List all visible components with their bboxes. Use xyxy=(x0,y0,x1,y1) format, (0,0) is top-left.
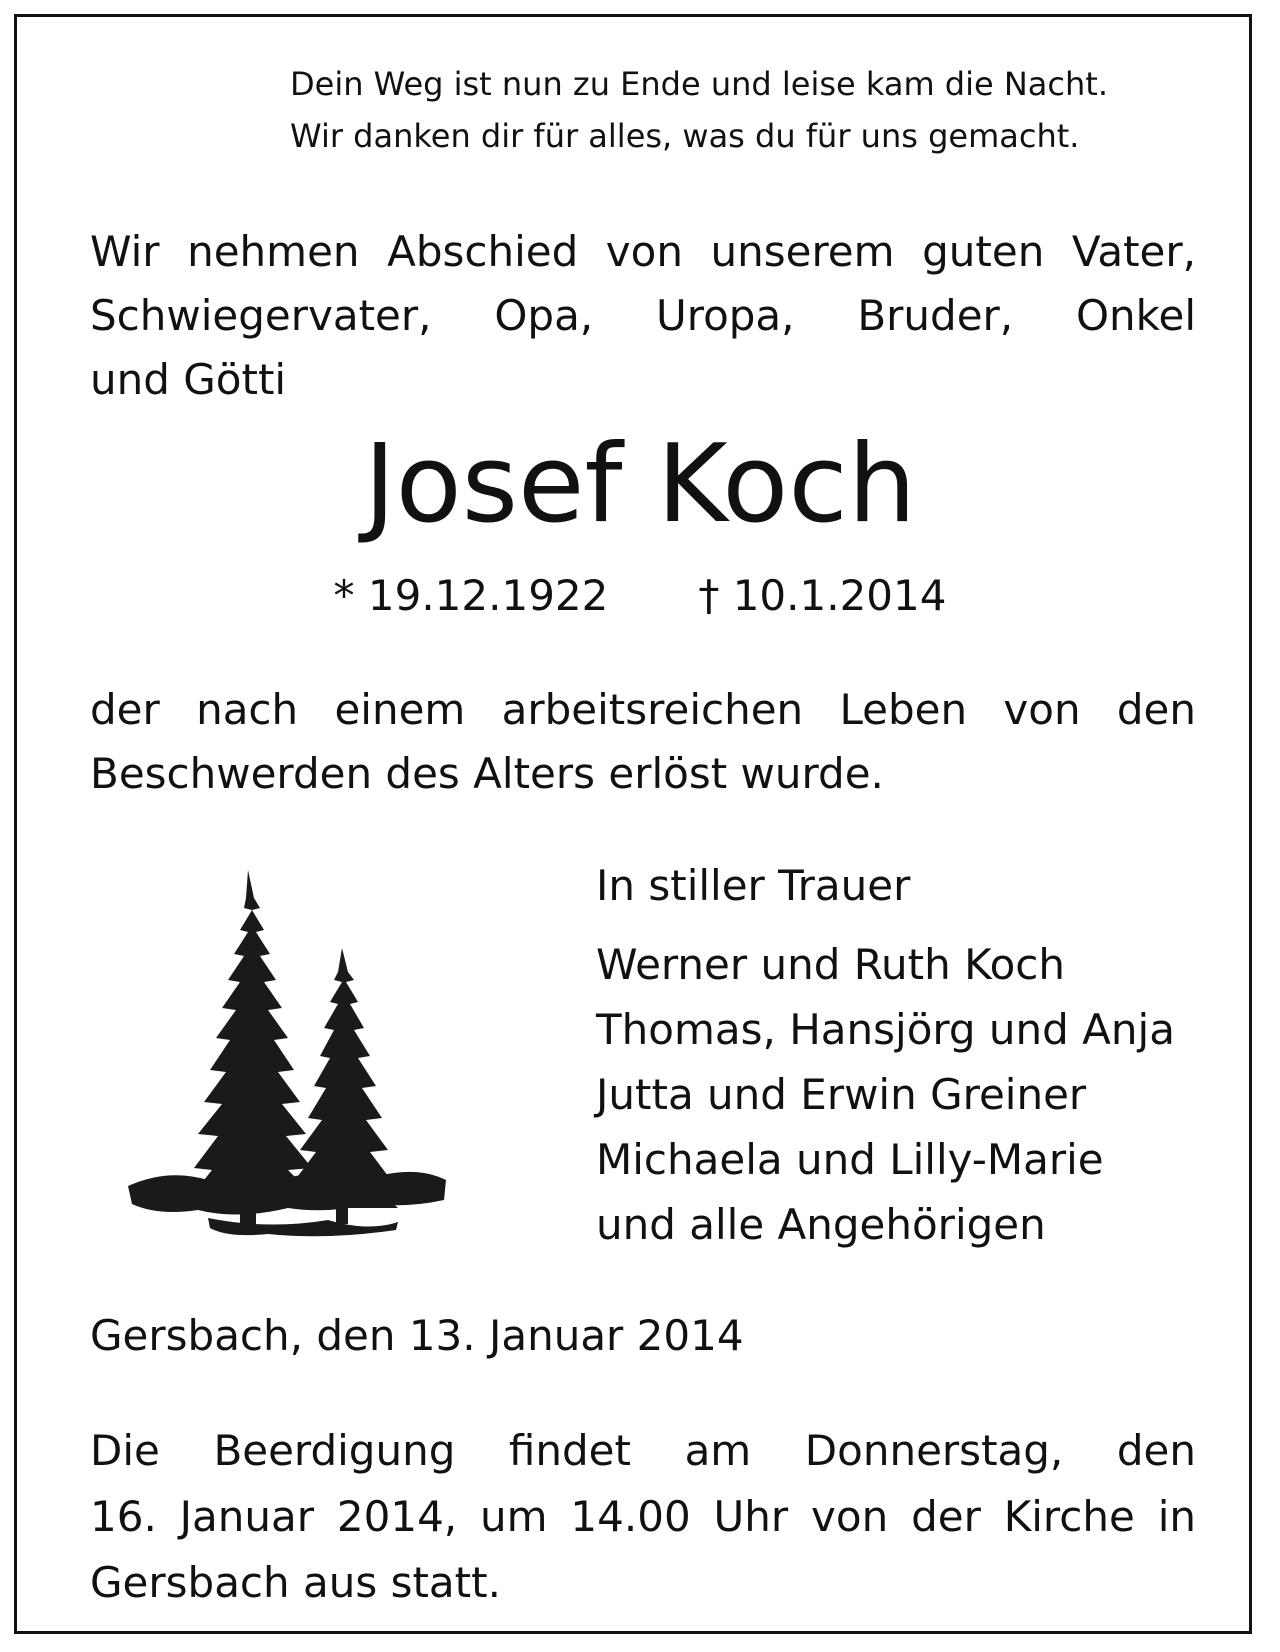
intro-line-1: Wir nehmen Abschied von unserem guten Vater, xyxy=(90,227,1196,276)
burial-line-2: 16. Januar 2014, um 14.00 Uhr von der Kirche in xyxy=(90,1492,1196,1541)
burial-line-1: Die Beerdigung findet am Donnerstag, den xyxy=(90,1426,1196,1475)
burial-notice xyxy=(90,1418,1196,1616)
description-line-1: der nach einem arbeitsreichen Leben von den xyxy=(90,685,1196,734)
place-and-date: Gersbach, den 13. Januar 2014 xyxy=(90,1311,744,1360)
motto-verse xyxy=(290,58,1108,162)
intro-line-3: und Götti xyxy=(90,355,287,404)
mourner-line: und alle Angehörigen xyxy=(596,1200,1046,1249)
mourners-list xyxy=(596,932,1175,1257)
mourning-heading: In stiller Trauer xyxy=(596,861,911,910)
deceased-name: Josef Koch xyxy=(363,422,917,547)
mourner-line: Michaela und Lilly-Marie xyxy=(596,1135,1104,1184)
description-line-2: Beschwerden des Alters erlöst wurde. xyxy=(90,749,884,798)
mourner-line: Thomas, Hansjörg und Anja xyxy=(596,1005,1175,1054)
intro-text xyxy=(90,220,1196,412)
motto-line-1: Dein Weg ist nun zu Ende und leise kam die Nacht. xyxy=(290,65,1108,103)
fir-trees-icon xyxy=(128,868,448,1252)
burial-line-3: Gersbach aus statt. xyxy=(90,1558,501,1607)
motto-line-2: Wir danken dir für alles, was du für uns gemacht. xyxy=(290,117,1080,155)
death-date: † 10.1.2014 xyxy=(698,571,947,620)
mourner-line: Jutta und Erwin Greiner xyxy=(596,1070,1087,1119)
birth-date: * 19.12.1922 xyxy=(333,571,609,620)
mourner-line: Werner und Ruth Koch xyxy=(596,940,1065,989)
intro-line-2: Schwiegervater, Opa, Uropa, Bruder, Onkel xyxy=(90,291,1196,340)
description-text xyxy=(90,678,1196,806)
life-dates xyxy=(0,566,1280,626)
